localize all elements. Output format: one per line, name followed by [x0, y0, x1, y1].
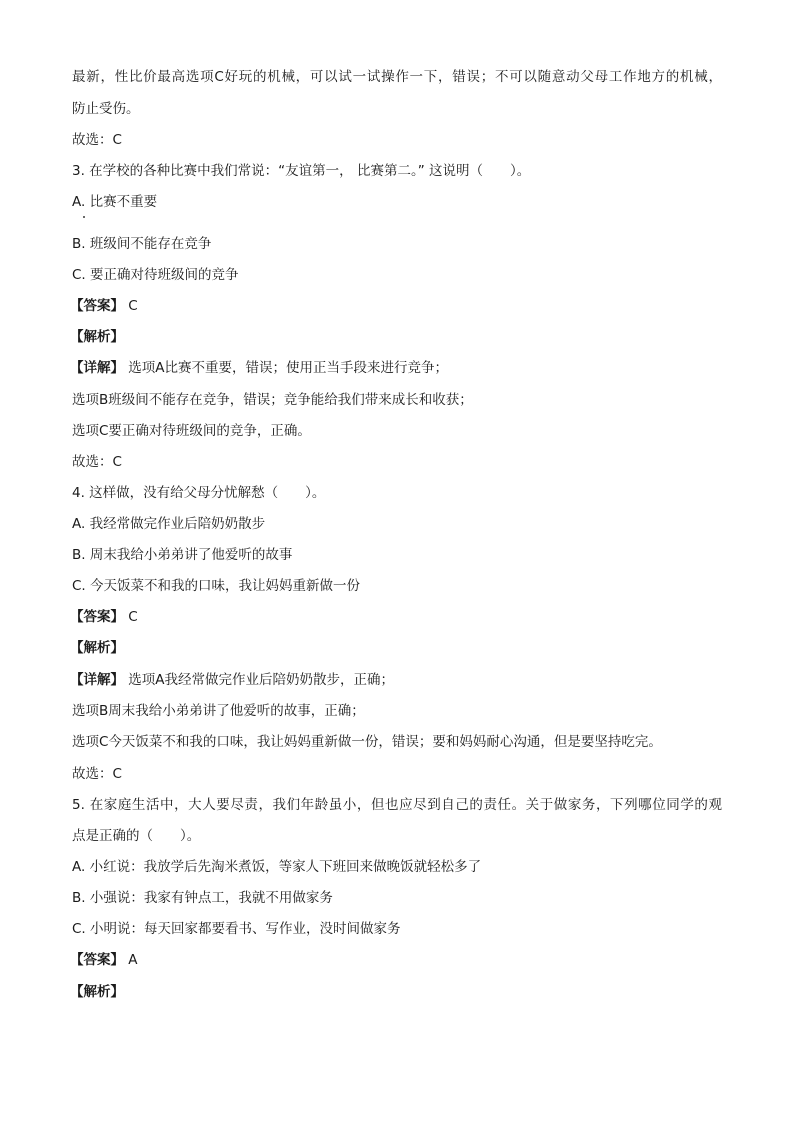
- text-line: 选项C今天饭菜不和我的口味，我让妈妈重新做一份，错误；要和妈妈耐心沟通，但是要坚持吃完。: [72, 734, 662, 750]
- text-line: 故选：C: [72, 454, 122, 470]
- detail-text: 选项A比赛不重要，错误；使用正当手段来进行竞争；: [128, 360, 449, 376]
- text-line: 故选：C: [72, 766, 122, 782]
- answer-row: [70, 296, 138, 316]
- text-line: 选项C要正确对待班级间的竞争，正确。: [72, 423, 311, 439]
- analysis-tag: 【 解析 】: [70, 329, 124, 345]
- stray-dot: [83, 216, 85, 218]
- text-line: 选项B班级间不能存在竞争，错误；竞争能给我们带来成长和收获；: [72, 392, 473, 408]
- answer-tag: 【 答案 】: [70, 952, 124, 968]
- detail-text: 选项A我经常做完作业后陪奶奶散步，正确；: [128, 672, 395, 688]
- text-line: 选项B周末我给小弟弟讲了他爱听的故事，正确；: [72, 703, 365, 719]
- text-line: 最新，性比价最高选项C好玩的机械，可以试一试操作一下，错误；不可以随意动父母工作地方的机械，: [72, 69, 722, 85]
- answer-row: [70, 950, 138, 970]
- question-3: 3. 在学校的各种比赛中我们常说：“友谊第一， 比赛第二。” 这说明（ ）。: [72, 163, 531, 179]
- analysis-tag: 【 解析 】: [70, 984, 124, 1000]
- question-4: 4. 这样做，没有给父母分忧解愁（ ）。: [72, 485, 326, 501]
- option-a: A. 小红说：我放学后先淘米煮饭，等家人下班回来做晚饭就轻松多了: [72, 859, 482, 875]
- option-c: C. 要正确对待班级间的竞争: [72, 267, 239, 283]
- option-b: B. 周末我给小弟弟讲了他爱听的故事: [72, 547, 293, 563]
- option-c: C. 小明说：每天回家都要看书、写作业，没时间做家务: [72, 921, 401, 937]
- option-c: C. 今天饭菜不和我的口味，我让妈妈重新做一份: [72, 578, 361, 594]
- answer-row: [70, 607, 138, 627]
- answer-value: C: [128, 609, 138, 625]
- text-line: 点是正确的（ ）。: [72, 828, 201, 844]
- analysis-row: [70, 327, 124, 347]
- answer-tag: 【 答案 】: [70, 609, 124, 625]
- option-b: B. 班级间不能存在竞争: [72, 236, 212, 252]
- text-line: 防止受伤。: [72, 101, 140, 117]
- option-a: A. 比赛不重要: [72, 194, 158, 210]
- answer-tag: 【 答案 】: [70, 298, 124, 314]
- detail-row: [70, 358, 448, 378]
- answer-value: A: [128, 952, 138, 968]
- analysis-row: [70, 638, 124, 658]
- detail-tag: 【 详解 】: [70, 672, 124, 688]
- analysis-row: [70, 982, 124, 1002]
- text-line: 故选：C: [72, 132, 122, 148]
- detail-row: [70, 670, 394, 690]
- answer-value: C: [128, 298, 138, 314]
- option-b: B. 小强说：我家有钟点工，我就不用做家务: [72, 890, 333, 906]
- detail-tag: 【 详解 】: [70, 360, 124, 376]
- analysis-tag: 【 解析 】: [70, 640, 124, 656]
- question-5: 5. 在家庭生活中，大人要尽责，我们年龄虽小，但也应尽到自己的责任。关于做家务，下列哪位同学的观: [72, 797, 722, 813]
- option-a: A. 我经常做完作业后陪奶奶散步: [72, 516, 266, 532]
